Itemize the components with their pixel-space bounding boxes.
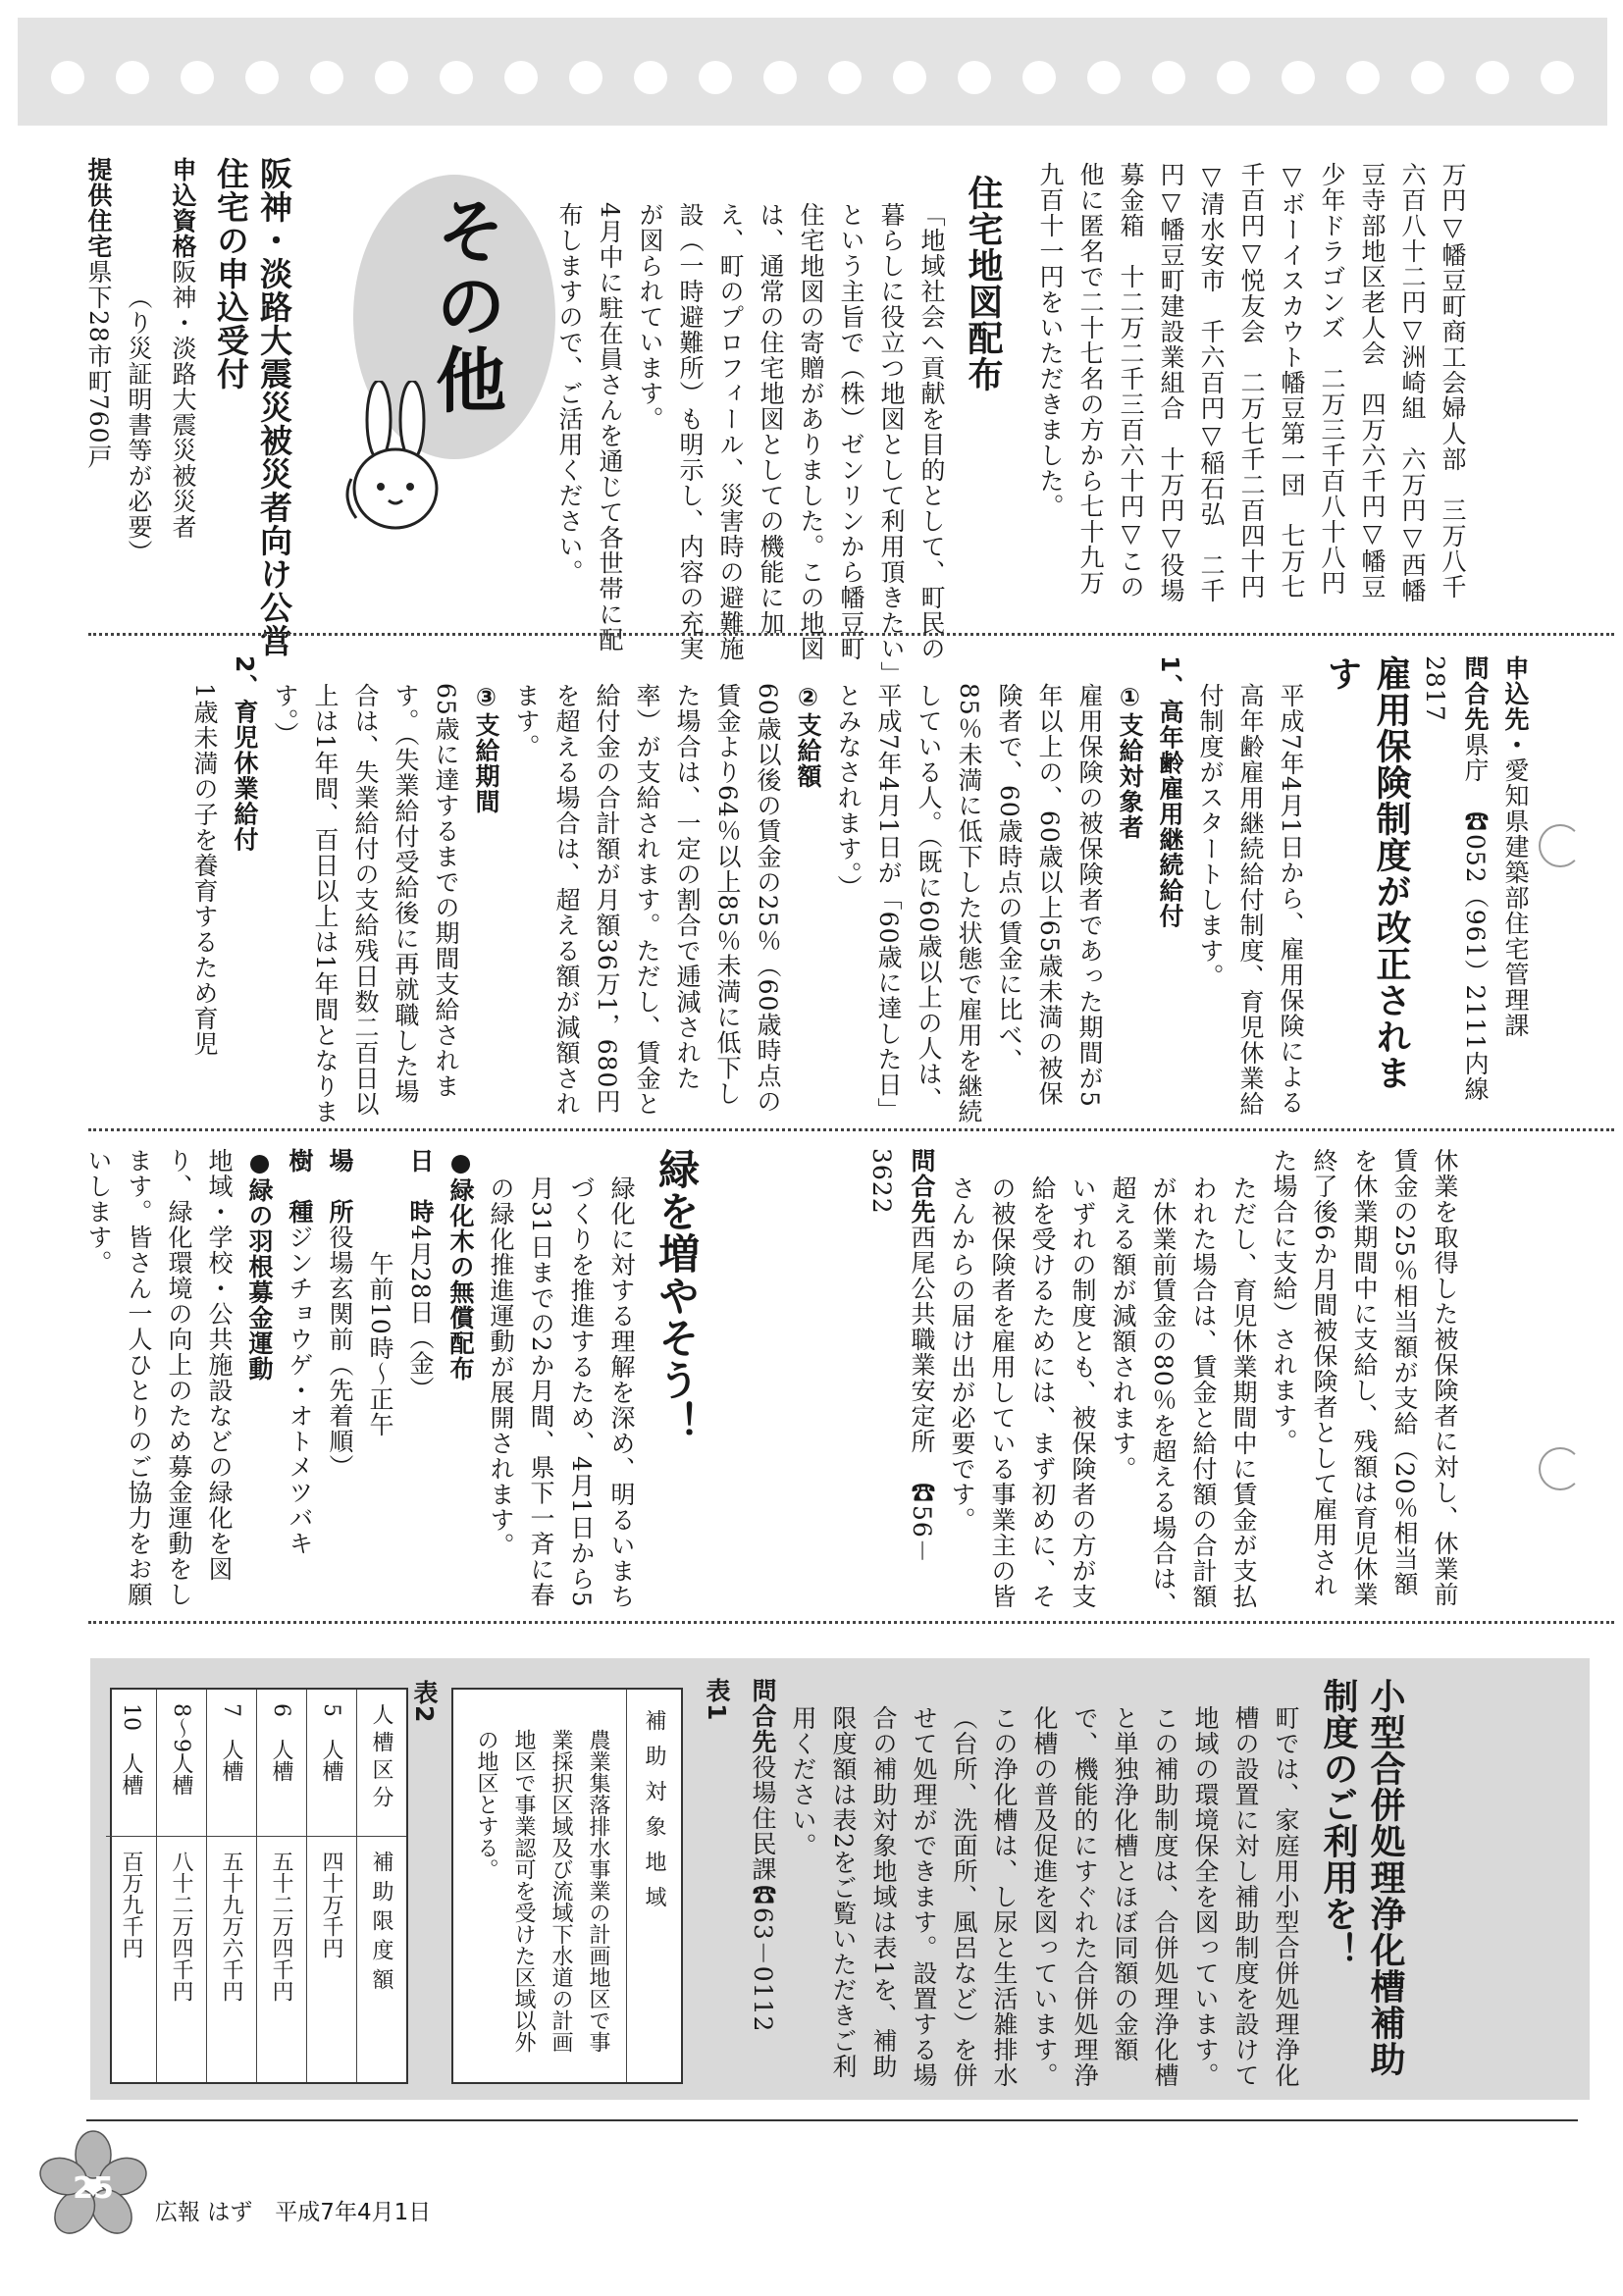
binder-hole [1022, 61, 1056, 94]
table2-cell-text: 8～9人槽 [169, 1703, 193, 1796]
contact-label: 問合先 [908, 1148, 936, 1225]
contact-text: 西尾公共職業安定所 ☎56－3622 [867, 1148, 936, 1564]
table2-column [256, 1690, 306, 2082]
septic-title: 小型合併処理浄化槽補助制度のご利用を！ [1318, 1678, 1405, 2077]
binder-hole [1152, 61, 1185, 94]
table2-cell-text: 八十二万四千円 [169, 1851, 193, 2002]
place-label: 場 所 [326, 1148, 354, 1225]
table2-cell-text: 7 人槽 [219, 1703, 243, 1782]
table1-body-text: 農業集落排水事業の計画地区で事業採択区域及び流域下水道の計画地区で事業認可を受けた区域以外の地区とする。 [474, 1729, 610, 2053]
page-number: 25 [73, 2171, 114, 2206]
donation-line: 円▽幡豆町建設業組合 十万円▽役場 [1157, 162, 1185, 603]
supply-text: 県下28市町760戸 [84, 259, 113, 470]
binder-hole [893, 61, 926, 94]
binder-hole [1411, 61, 1444, 94]
binder-hole [181, 61, 214, 94]
employment-section [79, 655, 1536, 1126]
body-text: 雇用保険の被保険者であった期間が5年以上の、60歳以上65歳未満の被保険者で、60歳時点の賃金に比べ、85％未満に低下した状態で雇用を継続している人。（既に60歳以上の人は、平成7年4月1日が「60歳に達した日」とみなされます。） [834, 682, 1104, 1124]
binder-hole [440, 61, 473, 94]
body-text: いずれの制度とも、被保険者の方が支給を受けるためには、まず初めに、その被保険者を雇用している事業主の皆さんからの届け出が必要です。 [948, 1174, 1097, 1609]
qualification-text: 阪神・淡路大震災被災者 [169, 259, 197, 540]
donation-line: 他に匿名で二十七名の方から七十九万 [1076, 162, 1105, 596]
table2-column [106, 1690, 156, 2082]
contact-text: 県庁 ☎052（961）2111内線2817 [1421, 655, 1490, 1103]
body-text: 60歳以後の賃金の25％（60歳時点の賃金より64％以上85％未満に低下した場合は、一定の割合で逓減された率）が支給されます。ただし、賃金と給付金の合計額が月額36万1，680円を超える場合は、超える額が減額されます。 [512, 682, 782, 1117]
binder-hole [245, 61, 279, 94]
housing-map-paragraph: 4月中に駐在員さんを通じて各世帯に配布しますので、ご活用ください。 [555, 201, 624, 652]
table2-cell-text: 6 人槽 [269, 1703, 293, 1782]
table2-cell [257, 1837, 306, 2082]
table2-cell [157, 1690, 206, 1837]
donation-line: 募金箱 十二万二千三百六十円▽この [1117, 162, 1145, 600]
date-label: 日 時 [406, 1148, 435, 1225]
donation-line: 万円▽幡豆町商工会婦人部 三万八千 [1439, 162, 1467, 600]
time-text: 午前10時～正午 [366, 1251, 394, 1437]
binder-hole [504, 61, 538, 94]
binder-hole [1282, 61, 1315, 94]
subsection-heading: ●緑化木の無償配布 [446, 1148, 475, 1382]
flower-page-badge [39, 2129, 147, 2237]
rabbit-icon [332, 381, 459, 567]
section-divider [88, 1621, 1614, 1624]
table2-cell-text: 五十二万四千円 [269, 1851, 293, 2002]
binder-hole [310, 61, 343, 94]
table2-cell [106, 1837, 156, 2082]
table2-cell [207, 1837, 256, 2082]
greenery-section [79, 1148, 703, 1619]
donation-line: ▽清水安市 千六百円▽稲石弘 二千 [1197, 162, 1226, 603]
contact-text: 役場住民課☎63－0112 [749, 1754, 777, 2033]
section-heading: 1、高年齢雇用継続給付 [1156, 655, 1184, 929]
binder-hole [375, 61, 408, 94]
greenery-intro: 緑化に対する理解を深め、明るいまちづくりを推進するため、4月1日から5月31日までの2か月間、県下一斉に春の緑化推進運動が展開されます。 [487, 1174, 636, 1609]
table1-header-text: 補助対象地域 [642, 1709, 666, 1921]
section-divider [88, 1128, 1614, 1131]
binder-hole [634, 61, 667, 94]
binder-hole [763, 61, 797, 94]
table2-cell-text: 五十九万六千円 [219, 1851, 243, 2002]
table2-cell [207, 1690, 256, 1837]
table2-column [206, 1690, 256, 2082]
housing-map-section [550, 175, 1007, 675]
table2-cell-text: 5 人槽 [319, 1703, 343, 1782]
table2-column [356, 1690, 406, 2082]
body-text: ただし、育児休業期間中に賃金が支払われた場合は、賃金と給付額の合計額が休業前賃金の80％を超える場合は、超える額が減額されます。 [1109, 1174, 1258, 1617]
contact-label: 問合先 [749, 1678, 777, 1754]
body-text: 休業を取得した被保険者に対し、休業前賃金の25％相当額が支給（20％相当額を休業期間中に支給し、残額は育児休業終了後6か月間被保険者として雇用された場合に支給）されます。 [1270, 1148, 1459, 1607]
table2-cell [307, 1690, 356, 1837]
septic-section [697, 1678, 1408, 2090]
childcare-continued [854, 1148, 1465, 1619]
table2-header-cell [357, 1690, 406, 1837]
tree-text: ジンチョウゲ・オトメツバキ [286, 1225, 314, 1556]
binder-hole [569, 61, 602, 94]
donation-line: 豆寺部地区老人会 四万六千円▽幡豆 [1358, 162, 1387, 600]
apply-label: 申込先・ [1501, 655, 1530, 757]
qualification-label: 申込資格 [169, 157, 197, 259]
subsection-heading: ③支給期間 [472, 682, 500, 814]
apply-text: 愛知県建築部住宅管理課 [1501, 757, 1530, 1038]
table1-header [626, 1690, 681, 2082]
body-text: 1歳未満の子を養育するため育児 [190, 682, 219, 1057]
other-badge-label: その他 [424, 194, 506, 418]
donation-list [1030, 162, 1473, 672]
table2-cell [257, 1690, 306, 1837]
table2-cell-text: 百万九千円 [119, 1851, 143, 1958]
table2-cell [157, 1837, 206, 2082]
table2-cell [106, 1690, 156, 1837]
body-text: 町では、家庭用小型合併処理浄化槽の設置に対し補助制度を設けて地域の環境保全を図っています。 [1191, 1704, 1300, 2088]
donation-line: 千百円▽悦友会 二万七千二百四十円 [1237, 162, 1266, 600]
contact-label: 問合先 [1461, 655, 1490, 732]
body-text: この補助制度は、合併処理浄化槽と単独浄化槽とほぼ同額の金額で、機能的にすぐれた合併処理浄化槽の普及促進を図っています。この浄化槽は、し尿と生活雑排水（台所、洗面所、風呂など）を併せて処理ができます。設置する場合の補助対象地域は表1を、補助限度額は表2をご覧いただきご利用ください。 [789, 1704, 1179, 2088]
binder-hole [1541, 61, 1574, 94]
table2-cell [307, 1837, 356, 2082]
table2-label: 表2 [410, 1680, 439, 1724]
binder-hole [1346, 61, 1380, 94]
binder-hole [51, 61, 84, 94]
other-title: 阪神・淡路大震災被災者向け公営住宅の申込受付 [212, 157, 293, 657]
subsection-heading: ②支給額 [794, 682, 822, 789]
binder-hole [828, 61, 862, 94]
punch-hole-mark [1539, 824, 1582, 867]
section-divider [88, 633, 1614, 636]
table2 [110, 1688, 408, 2084]
table1-label: 表1 [703, 1678, 731, 1722]
table2-header-text: 補助限度額 [369, 1851, 393, 1998]
body-text: 地域・学校・公共施設などの緑化を図り、緑化環境の向上のため募金運動をします。皆さん一人ひとりのご協力をお願いします。 [84, 1148, 234, 1607]
table2-cell-text: 10 人槽 [119, 1703, 143, 1796]
table2-header-cell [357, 1837, 406, 2082]
footer-publication: 広報 はず 平成7年4月1日 [155, 2200, 432, 2225]
place-text: 役場玄関前（先着順） [326, 1225, 354, 1480]
supply-label: 提供住宅 [84, 157, 113, 259]
greenery-title: 緑を増やそう！ [653, 1148, 701, 1443]
other-section [79, 157, 295, 667]
table1 [451, 1688, 683, 2084]
housing-map-paragraph: 「地域社会へ貢献を目的として、町民の暮らしに役立つ地図として利用頂きたい」という主旨で（株）ゼンリンから幡豆町住宅地図の寄贈がありました。この地図は、通常の住宅地図としての機能に加え、町のプロフィール、災害時の避難施設（一時避難所）も明示し、内容の充実が図られています。 [636, 201, 946, 674]
section-heading: 2、育児休業給付 [231, 655, 259, 853]
donation-line: 六百八十二円▽洲崎組 六万円▽西幡 [1398, 162, 1427, 603]
table2-label-wrap [404, 1680, 445, 1739]
table2-header-text: 人槽区分 [369, 1703, 393, 1813]
table2-column [306, 1690, 356, 2082]
binder-hole [1476, 61, 1509, 94]
footer-rule [86, 2119, 1578, 2121]
tree-label: 樹 種 [286, 1148, 314, 1225]
binder-hole [699, 61, 732, 94]
donation-line: 九百十一円をいただきました。 [1036, 162, 1065, 519]
binder-hole [1217, 61, 1250, 94]
body-text: 65歳に達するまでの期間支給されます。（失業給付受給後に再就職した場合は、失業給付の支給残日数二百日以上は1年間、百日以上は1年間となります。） [271, 682, 460, 1124]
binder-hole [958, 61, 991, 94]
subsection-heading: ●緑の羽根募金運動 [245, 1148, 274, 1382]
donation-line: 少年ドラゴンズ 二万三千百八十八円 [1318, 162, 1346, 596]
employment-title: 雇用保険制度が改正されます [1322, 655, 1411, 1091]
binder-hole [1087, 61, 1121, 94]
binder-strip [18, 18, 1607, 126]
subsection-heading: ①支給対象者 [1116, 682, 1144, 840]
employment-intro: 平成7年4月1日から、雇用保険による高年齢雇用継続給付制度、育児休業給付制度がスタートします。 [1196, 682, 1305, 1117]
qualification-note: （り災証明書等が必要） [125, 285, 153, 565]
table2-cell-text: 四十万千円 [319, 1851, 343, 1958]
binder-hole [116, 61, 149, 94]
table1-body [453, 1690, 626, 2082]
table2-column [156, 1690, 206, 2082]
housing-map-title: 住宅地図配布 [963, 175, 1003, 392]
date-text: 4月28日（金） [406, 1225, 435, 1402]
donation-line: ▽ボーイスカウト幡豆第一団 七万七 [1278, 162, 1306, 600]
punch-hole-mark [1539, 1447, 1582, 1490]
